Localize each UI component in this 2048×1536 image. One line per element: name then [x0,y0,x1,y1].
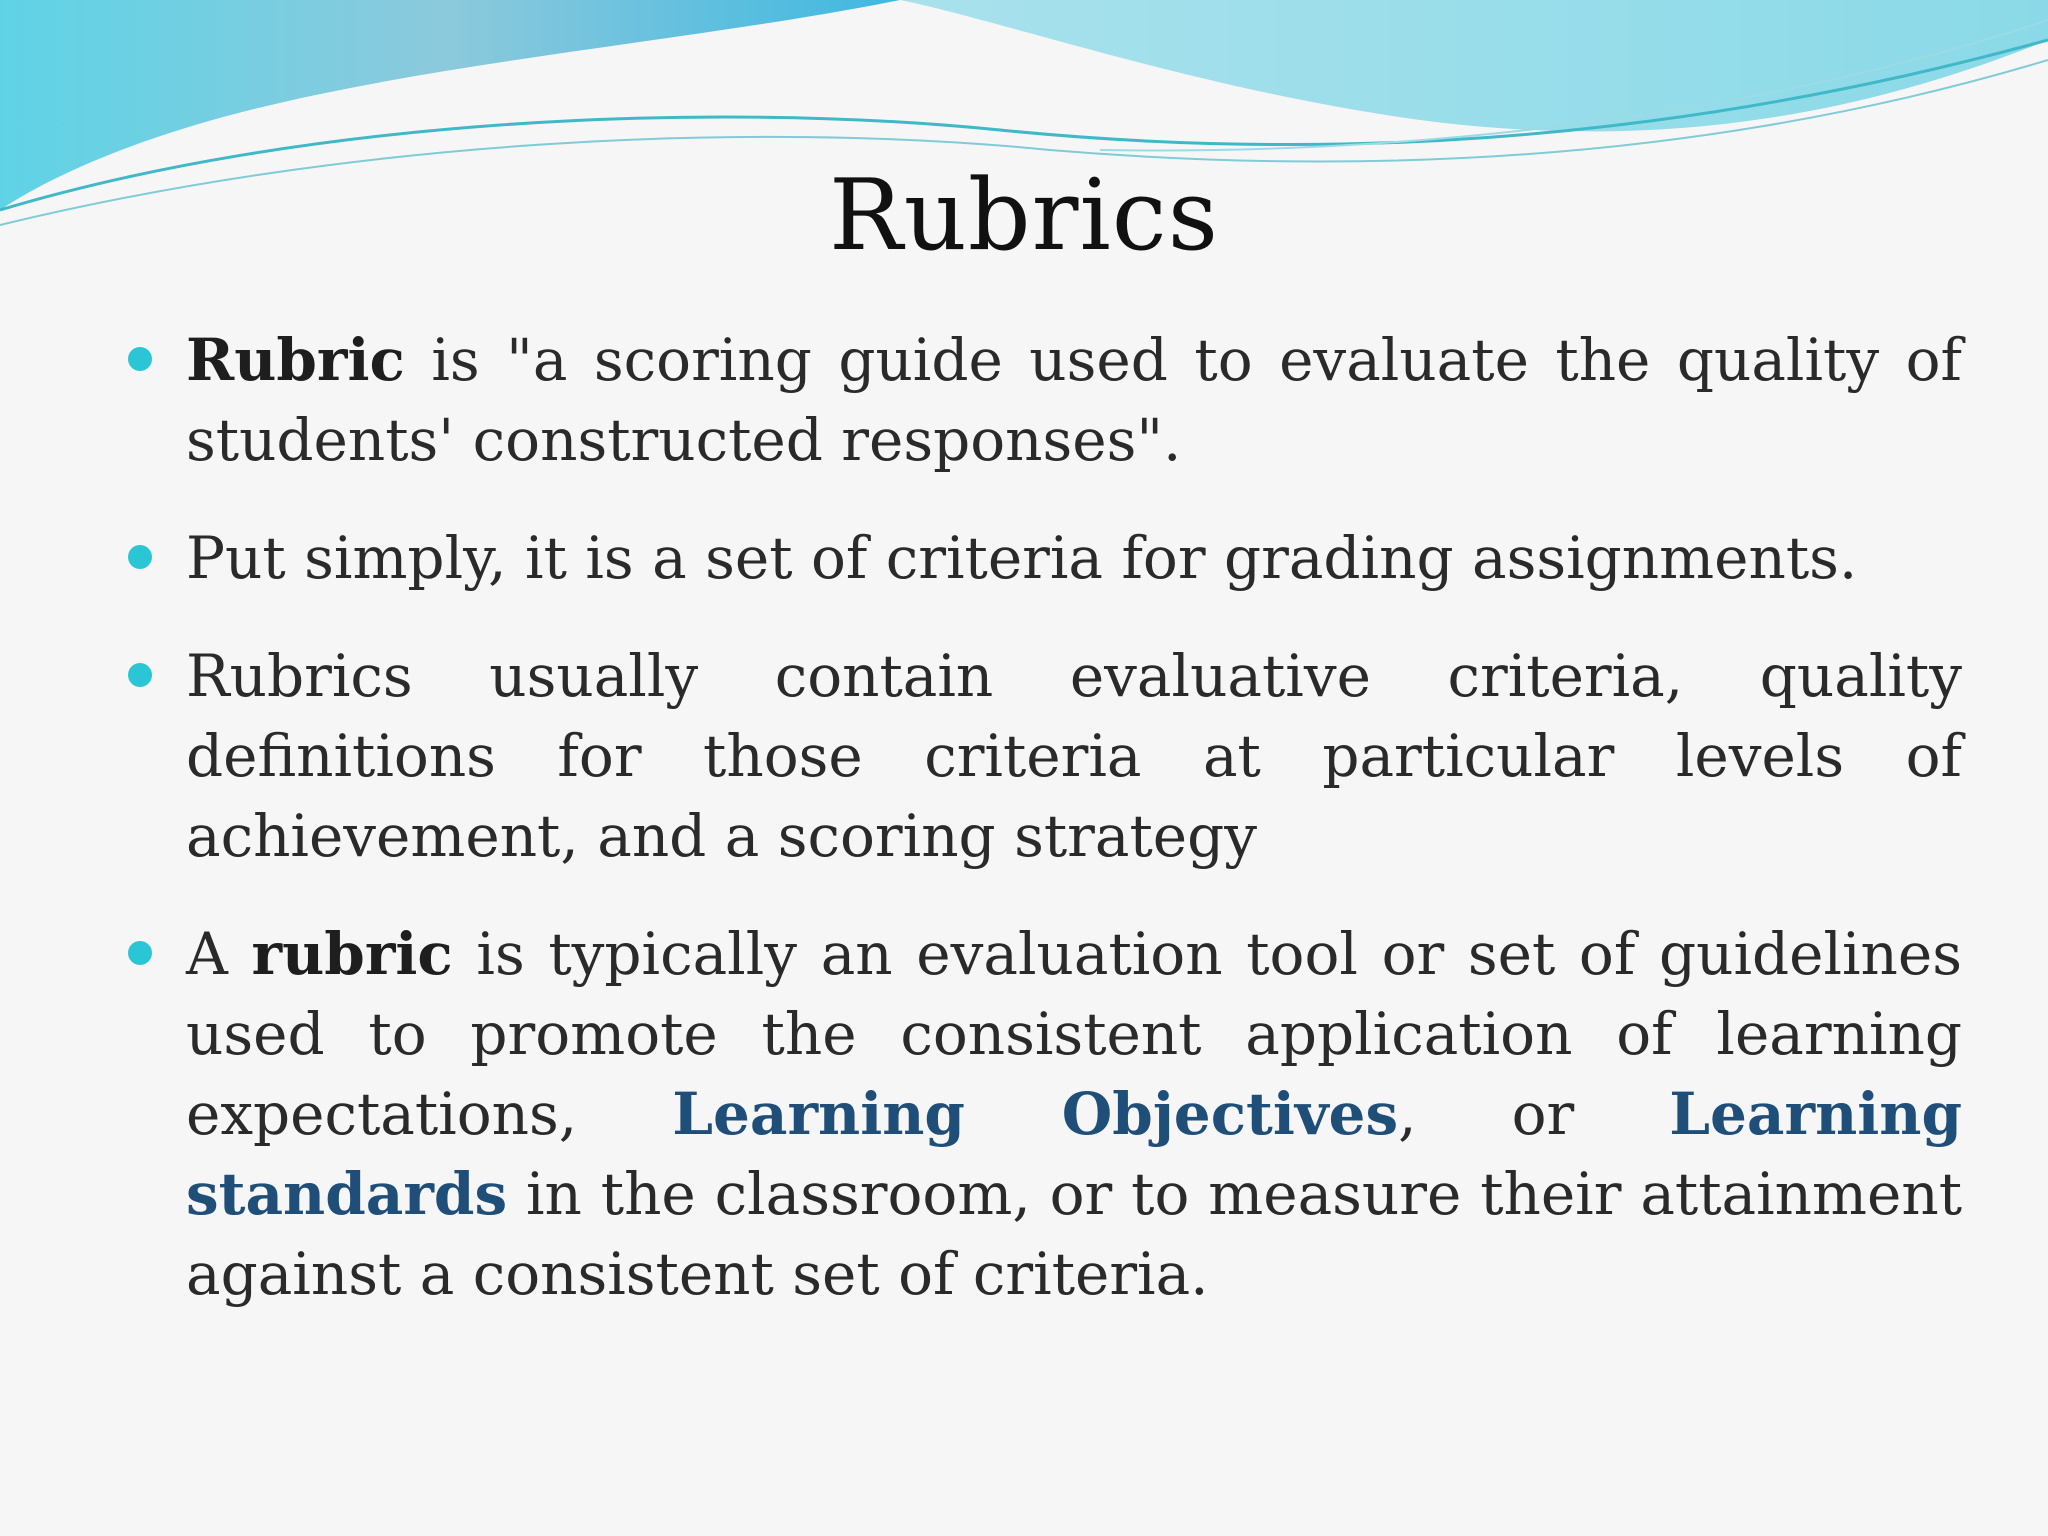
bullet-text: is typically an evaluation tool or set of guidelines used to promote the consistent application of learning expectations, [186,920,1962,1148]
bold-term-rubric: Rubric [186,326,405,394]
bullet-item-1 [120,320,1962,480]
bold-term-rubric: rubric [251,920,453,988]
bullet-text: Put simply, it is a set of criteria for grading assignments. [186,524,1858,592]
bullet-item-4 [120,914,1962,1314]
bullet-item-3 [120,636,1962,876]
learning-standards-link[interactable]: Learning standards [186,1080,1962,1228]
bullet-prefix: A [186,920,252,988]
bullet-dot-icon [128,545,152,569]
bullet-text: , or [1398,1080,1670,1148]
bullet-text: in the classroom, or to measure their attainment against a consistent set of criteria. [186,1160,1962,1308]
learning-objectives-link[interactable]: Learning Objectives [672,1080,1399,1148]
bullet-dot-icon [128,347,152,371]
bullet-item-2 [120,518,1962,598]
bullet-list [120,320,1962,1352]
bullet-text: is "a scoring guide used to evaluate the quality of students' constructed responses". [186,326,1962,474]
bullet-dot-icon [128,941,152,965]
bullet-dot-icon [128,663,152,687]
bullet-text: Rubrics usually contain evaluative criteria, quality definitions for those criteria at particular levels of achievement, and a scoring strategy [186,642,1962,870]
slide-title: Rubrics [828,159,1219,273]
